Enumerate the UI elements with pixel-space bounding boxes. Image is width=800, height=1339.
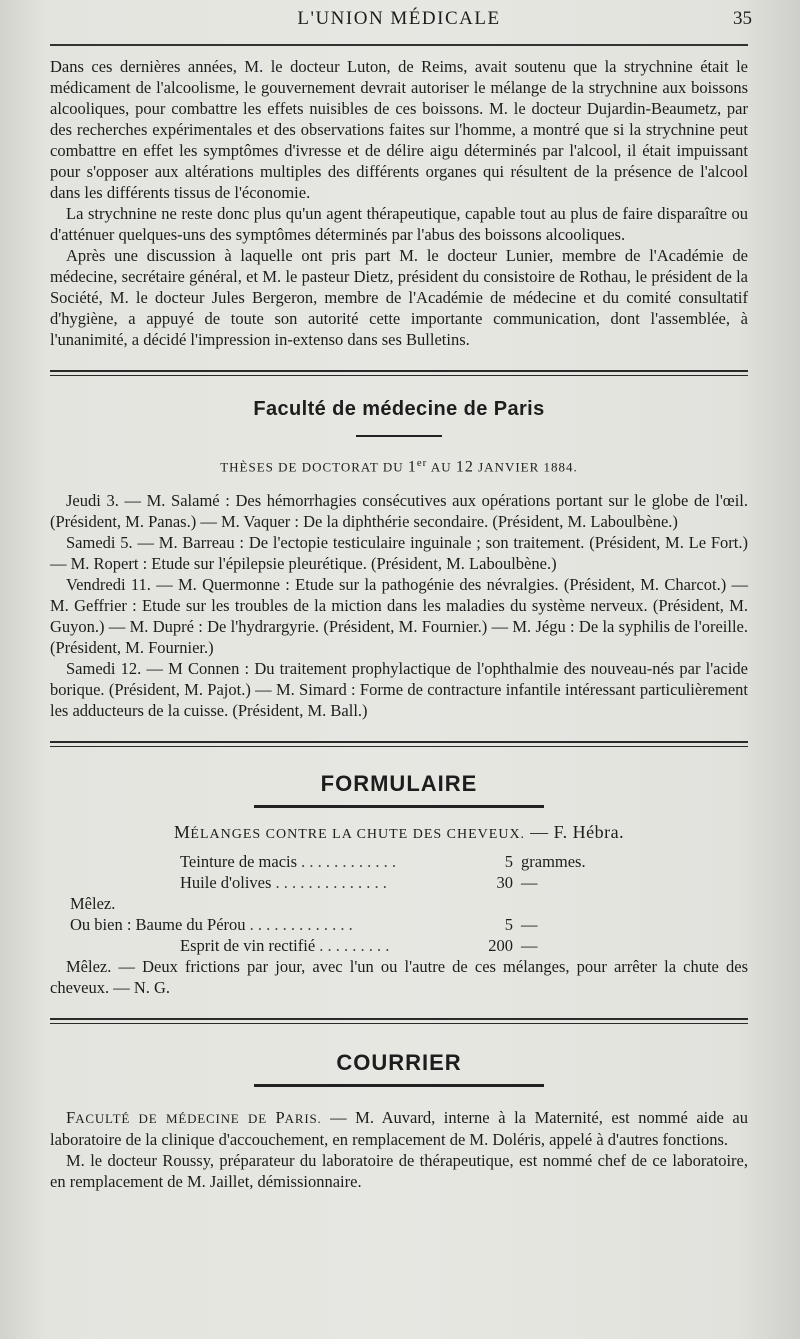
- recipe-row: [50, 851, 586, 872]
- ingredient-unit: —: [521, 873, 538, 893]
- recipe-title-smallcaps: ÉLANGES CONTRE LA CHUTE DES CHEVEUX.: [190, 827, 526, 843]
- journal-title: L'UNION MÉDICALE: [297, 8, 501, 29]
- recipe-title: [50, 822, 748, 843]
- header-rule: [50, 44, 748, 46]
- intro-paragraph: Dans ces dernières années, M. le docteur Luton, de Reims, avait soutenu que la strychnine était le médicament de l'alcoolisme, le gouvernement devrait autoriser le mélange de la strychnine aux boissons alcooliques, pour combattre les effets nuisibles de ces boissons. M. le docteur Dujardin-Beaumetz, par des recherches expérimentales et des observations faites sur l'homme, a montré que si la strychnine peut combattre en effet les symptômes d'ivresse et de délire aigu déterminés par l'alcool, il était impuissant pour s'opposer aux altérations multiples des différents organes qui résultent de la présence de l'alcool dans les différents tissus de l'économie.: [50, 57, 748, 202]
- leader-dots: . . . . . . . . .: [315, 936, 390, 956]
- subhead-suffix: JANVIER 1884.: [473, 459, 578, 475]
- courrier-initial: P: [275, 1108, 285, 1128]
- recipe-row: [50, 914, 586, 935]
- faculte-title: Faculté de médecine de Paris: [253, 398, 545, 420]
- leader-dots: . . . . . . . . . . . .: [297, 852, 397, 872]
- ingredient-qty: 30: [496, 873, 513, 893]
- running-head: [50, 0, 752, 40]
- subhead-mid: AU: [427, 459, 456, 475]
- courrier-text: — M. Auvard, interne à la Maternité, est nommé aide au laboratoire de la clinique d'accouchement, en remplacement de M. Doléris, appelé à d'autres fonctions.: [50, 1108, 748, 1150]
- intro-section: [50, 56, 748, 350]
- ingredient-unit: —: [521, 936, 538, 956]
- ingredient-name: Esprit de vin rectifié: [180, 936, 316, 956]
- subhead-sup: er: [416, 457, 428, 469]
- thesis-entry: Vendredi 11. — M. Quermonne : Etude sur la pathogénie des névralgies. (Président, M. Charcot.) — M. Geffrier : Etude sur les troubles de la miction dans les maladies du système nerveux. (Président, M. Guyon.) — M. Dupré : De l'hydrargyrie. (Président, M. Fournier.) — M. Jégu : De la syphilis de l'oreille. (Président, M. Fournier.): [50, 575, 748, 658]
- title-rule: [254, 1084, 544, 1087]
- subhead-day1: 1: [407, 458, 417, 476]
- courrier-paragraph: M. le docteur Roussy, préparateur du laboratoire de thérapeutique, est nommé chef de ce laboratoire, en remplacement de M. Jaillet, démissionnaire.: [50, 1151, 748, 1192]
- ingredient-name: Huile d'olives: [180, 873, 272, 893]
- thesis-entry: Samedi 5. — M. Barreau : De l'ectopie testiculaire inguinale ; son traitement. (Président, M. Le Fort.) — M. Ropert : Etude sur l'épilepsie pleurétique. (Président, M. Laboulbène.): [50, 533, 748, 574]
- ingredient-qty: 5: [504, 915, 513, 935]
- formulaire-title: FORMULAIRE: [320, 771, 478, 797]
- recipe-author: — F. Hébra.: [530, 822, 625, 843]
- intro-paragraph: La strychnine ne reste donc plus qu'un agent thérapeutique, capable tout au plus de faire disparaître ou d'atténuer quelques-uns des symptômes déterminés par l'abus des boissons alcooliques.: [50, 204, 748, 244]
- recipe-instructions: Mêlez. — Deux frictions par jour, avec l'un ou l'autre de ces mélanges, pour arrêter la chute des cheveux. — N. G.: [50, 957, 748, 998]
- recipe-row: [50, 935, 586, 956]
- ingredient-unit: —: [521, 915, 538, 935]
- page-number: 35: [733, 8, 752, 29]
- title-rule: [356, 435, 442, 437]
- ingredient-qty: 200: [488, 936, 513, 956]
- theses-subheading: [50, 457, 748, 476]
- section-divider: [50, 1018, 748, 1024]
- thesis-entry: Samedi 12. — M Connen : Du traitement prophylactique de l'ophthalmie des nouveau-nés par l'acide borique. (Président, M. Pajot.) — M. Simard : Forme de contracture infantile intéressant particulièrement les adducteurs de la cuisse. (Président, M. Ball.): [50, 659, 748, 721]
- courrier-initial: F: [66, 1108, 76, 1128]
- leader-dots: . . . . . . . . . . . . . .: [271, 873, 387, 893]
- courrier-section: [50, 1107, 748, 1192]
- ingredient-name: Teinture de macis: [180, 852, 298, 872]
- section-divider: [50, 741, 748, 747]
- recipe-row: [50, 872, 586, 893]
- thesis-entry: Jeudi 3. — M. Salamé : Des hémorrhagies consécutives aux opérations portant sur le globe de l'œil. (Président, M. Panas.) — M. Vaquer : De la diphthérie secondaire. (Président, M. Laboulbène.): [50, 491, 748, 532]
- ingredient-unit: grammes.: [521, 852, 586, 872]
- recipe-table: [50, 851, 586, 956]
- intro-paragraph: Après une discussion à laquelle ont pris part M. le docteur Lunier, membre de l'Académie de médecine, secrétaire général, et M. le pasteur Dietz, président du consistoire de Rothau, le président de la Société, M. le docteur Jules Bergeron, membre de l'Académie de médecine et du comité consultatif d'hygiène, a appuyé de toute son autorité cette importante communication, dont l'assemblée, à l'unanimité, a décidé l'impression in-extenso dans ses Bulletins.: [50, 246, 748, 349]
- recipe-title-initial: M: [173, 822, 191, 843]
- section-divider: [50, 370, 748, 376]
- courrier-smallcaps: ACULTÉ DE MÉDECINE DE: [75, 1111, 276, 1127]
- courrier-smallcaps: ARIS.: [284, 1111, 322, 1127]
- theses-list: [50, 490, 748, 721]
- leader-dots: . . . . . . . . . . . . .: [245, 915, 353, 935]
- title-rule: [254, 805, 544, 808]
- courrier-title: COURRIER: [336, 1050, 462, 1076]
- melez-text: Mêlez.: [70, 894, 116, 914]
- courrier-paragraph: [50, 1107, 748, 1150]
- ingredient-name: Ou bien : Baume du Pérou: [70, 915, 246, 935]
- subhead-prefix: THÈSES DE DOCTORAT DU: [220, 459, 408, 475]
- ingredient-qty: 5: [504, 852, 513, 872]
- subhead-day2: 12: [455, 458, 474, 476]
- recipe-row: [50, 893, 586, 914]
